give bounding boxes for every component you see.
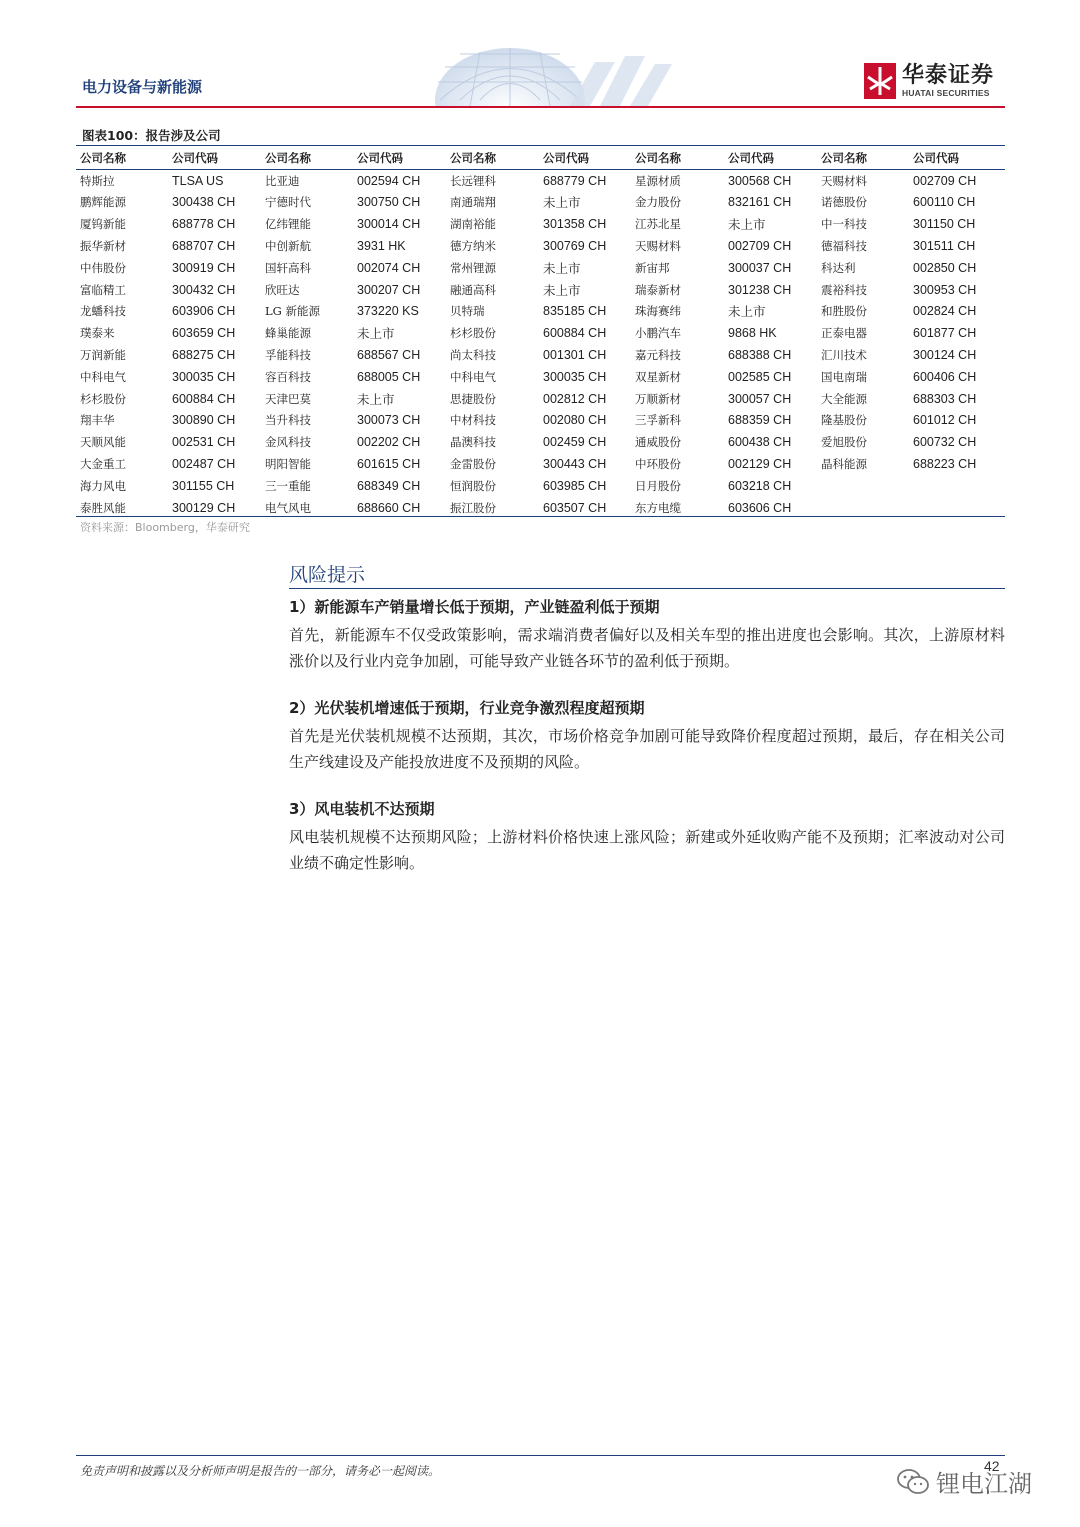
company-code-cell: 688303 CH bbox=[913, 391, 977, 406]
company-code-cell: 603659 CH bbox=[172, 326, 236, 341]
company-name-cell: 杉杉股份 bbox=[450, 326, 496, 341]
company-name-cell: 湖南裕能 bbox=[450, 217, 496, 232]
table-row bbox=[76, 169, 1005, 191]
logo-name-cn: 华泰证券 bbox=[902, 63, 995, 88]
company-code-cell: 未上市 bbox=[728, 218, 766, 233]
risk-item-1 bbox=[289, 596, 1005, 674]
company-code-cell: 300769 CH bbox=[543, 239, 607, 254]
company-code-cell: 300207 CH bbox=[357, 282, 421, 297]
huatai-logo-mark-icon bbox=[864, 63, 896, 99]
company-name-cell: 万顺新材 bbox=[635, 391, 681, 406]
company-name-cell: 常州锂源 bbox=[450, 260, 496, 275]
company-name-cell: 晶科能源 bbox=[821, 457, 867, 472]
company-code-cell: 600110 CH bbox=[913, 195, 976, 210]
company-code-cell: 600406 CH bbox=[913, 369, 977, 384]
company-code-cell: 301511 CH bbox=[913, 239, 976, 254]
company-code-cell: 002850 CH bbox=[913, 260, 977, 275]
company-name-cell: 孚能科技 bbox=[265, 348, 311, 363]
company-code-cell: 002202 CH bbox=[357, 435, 421, 450]
company-name-cell: 尚太科技 bbox=[450, 348, 496, 363]
company-code-cell: 603985 CH bbox=[543, 478, 607, 493]
company-code-cell: 300037 CH bbox=[728, 260, 792, 275]
company-code-cell: 688567 CH bbox=[357, 348, 421, 363]
company-code-cell: 300014 CH bbox=[357, 217, 421, 232]
company-name-cell: 比亚迪 bbox=[265, 173, 300, 188]
company-code-cell: 002594 CH bbox=[357, 173, 421, 188]
company-name-cell: 泰胜风能 bbox=[80, 500, 126, 515]
column-header: 公司代码 bbox=[539, 147, 631, 169]
table-header-row bbox=[76, 147, 1005, 169]
table-row bbox=[76, 257, 1005, 279]
company-name-cell: 震裕科技 bbox=[821, 282, 867, 297]
company-code-cell: 300919 CH bbox=[172, 260, 236, 275]
company-code-cell: 300750 CH bbox=[357, 195, 421, 210]
company-code-cell: 688707 CH bbox=[172, 239, 236, 254]
company-code-cell: 002585 CH bbox=[728, 369, 792, 384]
company-name-cell: 鹏辉能源 bbox=[80, 195, 126, 210]
company-code-cell: 002074 CH bbox=[357, 260, 421, 275]
company-code-cell: 688388 CH bbox=[728, 348, 792, 363]
companies-table bbox=[76, 147, 1005, 519]
company-name-cell: 杉杉股份 bbox=[80, 391, 126, 406]
company-name-cell: 三一重能 bbox=[265, 478, 311, 493]
company-code-cell: 835185 CH bbox=[543, 304, 607, 319]
table-row bbox=[76, 388, 1005, 410]
company-name-cell: 中一科技 bbox=[821, 217, 867, 232]
column-header: 公司名称 bbox=[817, 147, 909, 169]
column-header: 公司名称 bbox=[76, 147, 168, 169]
company-code-cell: 300057 CH bbox=[728, 391, 792, 406]
company-code-cell: 688223 CH bbox=[913, 457, 977, 472]
company-code-cell: 301358 CH bbox=[543, 217, 607, 232]
page-number: 42 bbox=[984, 1458, 1000, 1474]
company-name-cell: 恒润股份 bbox=[450, 478, 496, 493]
company-code-cell: 002459 CH bbox=[543, 435, 607, 450]
company-code-cell: 600884 CH bbox=[172, 391, 236, 406]
company-name-cell: 正泰电器 bbox=[821, 326, 867, 341]
company-code-cell: 002709 CH bbox=[728, 239, 792, 254]
risk-item-3 bbox=[289, 798, 1005, 876]
company-code-cell: 600732 CH bbox=[913, 435, 977, 450]
risk-section-title: 风险提示 bbox=[289, 564, 366, 586]
company-name-cell: 通威股份 bbox=[635, 435, 681, 450]
company-name-cell: 长远锂科 bbox=[450, 173, 496, 188]
company-name-cell: 德福科技 bbox=[821, 239, 867, 254]
company-code-cell: 300443 CH bbox=[543, 457, 607, 472]
company-name-cell: 电气风电 bbox=[265, 500, 311, 515]
table-row bbox=[76, 213, 1005, 235]
table-row bbox=[76, 301, 1005, 323]
company-code-cell: 688005 CH bbox=[357, 369, 421, 384]
company-code-cell: 002531 CH bbox=[172, 435, 236, 450]
company-name-cell: 汇川技术 bbox=[821, 348, 867, 363]
risk-heading: 2）光伏装机增速低于预期，行业竞争激烈程度超预期 bbox=[289, 699, 645, 717]
company-code-cell: 300953 CH bbox=[913, 282, 977, 297]
company-name-cell: 特斯拉 bbox=[80, 173, 115, 188]
company-code-cell: 002487 CH bbox=[172, 457, 236, 472]
company-name-cell: 嘉元科技 bbox=[635, 348, 681, 363]
company-code-cell: 603906 CH bbox=[172, 304, 236, 319]
company-code-cell: 301238 CH bbox=[728, 282, 792, 297]
risk-body: 首先，新能源车不仅受政策影响，需求端消费者偏好以及相关车型的推出进度也会影响。其次，上游原材料涨价以及行业内竞争加剧，可能导致产业链各环节的盈利低于预期。 bbox=[289, 626, 1005, 670]
company-code-cell: 688359 CH bbox=[728, 413, 792, 428]
wechat-watermark bbox=[896, 1464, 1032, 1499]
company-name-cell: 诺德股份 bbox=[821, 195, 867, 210]
risk-item-2 bbox=[289, 697, 1005, 775]
company-name-cell: 中创新航 bbox=[265, 239, 311, 254]
company-code-cell: 832161 CH bbox=[728, 195, 792, 210]
company-name-cell bbox=[817, 475, 909, 497]
watermark-text: 锂电江湖 bbox=[936, 1470, 1032, 1498]
company-name-cell: 大金重工 bbox=[80, 457, 126, 472]
company-name-cell: 天顺风能 bbox=[80, 435, 126, 450]
company-name-cell: 天津巴莫 bbox=[265, 391, 311, 406]
company-name-cell: 晶澳科技 bbox=[450, 435, 496, 450]
table-row bbox=[76, 410, 1005, 432]
figure-title: 图表100：报告涉及公司 bbox=[82, 128, 221, 143]
company-code-cell: 688275 CH bbox=[172, 348, 236, 363]
company-code-cell: 001301 CH bbox=[543, 348, 607, 363]
company-code-cell: 未上市 bbox=[543, 283, 581, 298]
company-name-cell: 小鹏汽车 bbox=[635, 326, 681, 341]
company-name-cell: LG 新能源 bbox=[265, 304, 320, 319]
company-name-cell: 金力股份 bbox=[635, 195, 681, 210]
company-name-cell: 万润新能 bbox=[80, 348, 126, 363]
company-code-cell: 300432 CH bbox=[172, 282, 236, 297]
company-name-cell: 海力风电 bbox=[80, 478, 126, 493]
risk-body: 首先是光伏装机规模不达预期，其次，市场价格竞争加剧可能导致降价程度超过预期，最后，存在相关公司生产线建设及产能投放进度不及预期的风险。 bbox=[289, 727, 1005, 771]
company-name-cell: 欣旺达 bbox=[265, 282, 300, 297]
company-name-cell: 东方电缆 bbox=[635, 500, 681, 515]
company-name-cell: 隆基股份 bbox=[821, 413, 867, 428]
company-name-cell: 振华新材 bbox=[80, 239, 126, 254]
company-code-cell: 300890 CH bbox=[172, 413, 236, 428]
company-code-cell: 601615 CH bbox=[357, 457, 421, 472]
company-name-cell: 金雷股份 bbox=[450, 457, 496, 472]
company-name-cell: 中科电气 bbox=[450, 369, 496, 384]
company-code-cell: 603507 CH bbox=[543, 500, 607, 515]
figure-source: 资料来源：Bloomberg，华泰研究 bbox=[80, 521, 250, 534]
company-name-cell: 当升科技 bbox=[265, 413, 311, 428]
column-header: 公司名称 bbox=[631, 147, 724, 169]
column-header: 公司代码 bbox=[353, 147, 446, 169]
company-name-cell: 振江股份 bbox=[450, 500, 496, 515]
company-name-cell: 国轩高科 bbox=[265, 260, 311, 275]
wechat-icon bbox=[896, 1468, 930, 1496]
company-code-cell: 002812 CH bbox=[543, 391, 607, 406]
company-code-cell: 300073 CH bbox=[357, 413, 421, 428]
risk-heading: 1）新能源车产销量增长低于预期，产业链盈利低于预期 bbox=[289, 598, 660, 616]
company-code-cell: 601877 CH bbox=[913, 326, 977, 341]
company-name-cell: 双星新材 bbox=[635, 369, 681, 384]
company-name-cell: 中伟股份 bbox=[80, 260, 126, 275]
footer-disclaimer: 免责声明和披露以及分析师声明是报告的一部分，请务必一起阅读。 bbox=[80, 1464, 441, 1478]
table-row bbox=[76, 235, 1005, 257]
company-code-cell: 688349 CH bbox=[357, 478, 421, 493]
table-row bbox=[76, 431, 1005, 453]
company-code-cell: 601012 CH bbox=[913, 413, 977, 428]
company-code-cell: TLSA US bbox=[172, 173, 224, 188]
company-code-cell: 002129 CH bbox=[728, 457, 792, 472]
company-code-cell: 603218 CH bbox=[728, 478, 792, 493]
table-row bbox=[76, 366, 1005, 388]
company-code-cell: 688660 CH bbox=[357, 500, 421, 515]
company-code-cell bbox=[909, 475, 1005, 497]
company-code-cell: 9868 HK bbox=[728, 326, 777, 341]
column-header: 公司名称 bbox=[261, 147, 353, 169]
footer-divider bbox=[76, 1455, 1005, 1456]
company-name-cell: 融通高科 bbox=[450, 282, 496, 297]
company-name-cell: 珠海赛纬 bbox=[635, 304, 681, 319]
company-code-cell: 未上市 bbox=[357, 327, 395, 342]
table-row bbox=[76, 279, 1005, 301]
company-name-cell: 天赐材料 bbox=[821, 173, 867, 188]
table-row bbox=[76, 344, 1005, 366]
company-code-cell: 300568 CH bbox=[728, 173, 792, 188]
company-name-cell: 龙蟠科技 bbox=[80, 304, 126, 319]
company-code-cell: 002824 CH bbox=[913, 304, 977, 319]
globe-graphic-icon bbox=[410, 42, 700, 106]
company-code-cell: 301150 CH bbox=[913, 217, 976, 232]
company-name-cell: 日月股份 bbox=[635, 478, 681, 493]
company-code-cell: 688779 CH bbox=[543, 173, 607, 188]
company-code-cell: 688778 CH bbox=[172, 217, 236, 232]
company-name-cell: 中环股份 bbox=[635, 457, 681, 472]
company-name-cell: 爱旭股份 bbox=[821, 435, 867, 450]
company-name-cell: 璞泰来 bbox=[80, 326, 115, 341]
company-name-cell: 翔丰华 bbox=[80, 413, 115, 428]
company-code-cell: 600884 CH bbox=[543, 326, 607, 341]
company-name-cell: 中科电气 bbox=[80, 369, 126, 384]
company-name-cell: 天赐材料 bbox=[635, 239, 681, 254]
company-name-cell: 瑞泰新材 bbox=[635, 282, 681, 297]
risk-body: 风电装机规模不达预期风险；上游材料价格快速上涨风险；新建或外延收购产能不及预期；汇率波动对公司业绩不确定性影响。 bbox=[289, 828, 1005, 872]
table-row bbox=[76, 453, 1005, 475]
company-code-cell: 002709 CH bbox=[913, 173, 977, 188]
column-header: 公司代码 bbox=[168, 147, 261, 169]
table-row bbox=[76, 322, 1005, 344]
company-code-cell: 002080 CH bbox=[543, 413, 607, 428]
company-code-cell: 373220 KS bbox=[357, 304, 419, 319]
company-name-cell: 江苏北星 bbox=[635, 217, 681, 232]
column-header: 公司代码 bbox=[724, 147, 817, 169]
header-divider bbox=[76, 106, 1005, 108]
company-code-cell: 300035 CH bbox=[172, 369, 236, 384]
company-name-cell: 厦钨新能 bbox=[80, 217, 126, 232]
company-code-cell: 3931 HK bbox=[357, 239, 406, 254]
company-name-cell: 容百科技 bbox=[265, 369, 311, 384]
company-name-cell: 明阳智能 bbox=[265, 457, 311, 472]
company-code-cell: 300035 CH bbox=[543, 369, 607, 384]
table-row bbox=[76, 475, 1005, 497]
company-name-cell: 三孚新科 bbox=[635, 413, 681, 428]
company-name-cell: 贝特瑞 bbox=[450, 304, 485, 319]
company-name-cell: 思捷股份 bbox=[450, 391, 496, 406]
company-name-cell: 金风科技 bbox=[265, 435, 311, 450]
company-name-cell: 南通瑞翔 bbox=[450, 195, 496, 210]
figure-top-rule bbox=[76, 145, 1005, 146]
column-header: 公司代码 bbox=[909, 147, 1005, 169]
company-code-cell: 未上市 bbox=[543, 261, 581, 276]
company-code-cell: 未上市 bbox=[357, 392, 395, 407]
company-name-cell: 科达利 bbox=[821, 260, 856, 275]
company-name-cell: 国电南瑞 bbox=[821, 369, 867, 384]
company-name-cell: 宁德时代 bbox=[265, 195, 311, 210]
section-title: 电力设备与新能源 bbox=[82, 78, 203, 96]
company-name-cell: 新宙邦 bbox=[635, 260, 670, 275]
company-code-cell: 301155 CH bbox=[172, 478, 235, 493]
company-code-cell: 未上市 bbox=[728, 305, 766, 320]
company-code-cell: 300124 CH bbox=[913, 348, 977, 363]
company-name-cell: 中材科技 bbox=[450, 413, 496, 428]
company-code-cell: 未上市 bbox=[543, 196, 581, 211]
company-name-cell: 和胜股份 bbox=[821, 304, 867, 319]
column-header: 公司名称 bbox=[446, 147, 539, 169]
company-code-cell: 300438 CH bbox=[172, 195, 236, 210]
company-code-cell: 603606 CH bbox=[728, 500, 792, 515]
table-row bbox=[76, 192, 1005, 214]
huatai-logo bbox=[864, 62, 994, 100]
company-name-cell: 德方纳米 bbox=[450, 239, 496, 254]
figure-bottom-rule bbox=[76, 516, 1005, 517]
logo-name-en: HUATAI SECURITIES bbox=[902, 88, 990, 98]
company-name-cell: 星源材质 bbox=[635, 173, 681, 188]
risk-title-rule bbox=[289, 588, 1005, 589]
risk-heading: 3）风电装机不达预期 bbox=[289, 800, 435, 818]
company-name-cell: 亿纬锂能 bbox=[265, 217, 311, 232]
company-code-cell: 300129 CH bbox=[172, 500, 236, 515]
company-code-cell: 600438 CH bbox=[728, 435, 792, 450]
company-name-cell: 富临精工 bbox=[80, 282, 126, 297]
company-name-cell: 大全能源 bbox=[821, 391, 867, 406]
company-name-cell: 蜂巢能源 bbox=[265, 326, 311, 341]
table-body bbox=[76, 169, 1005, 518]
